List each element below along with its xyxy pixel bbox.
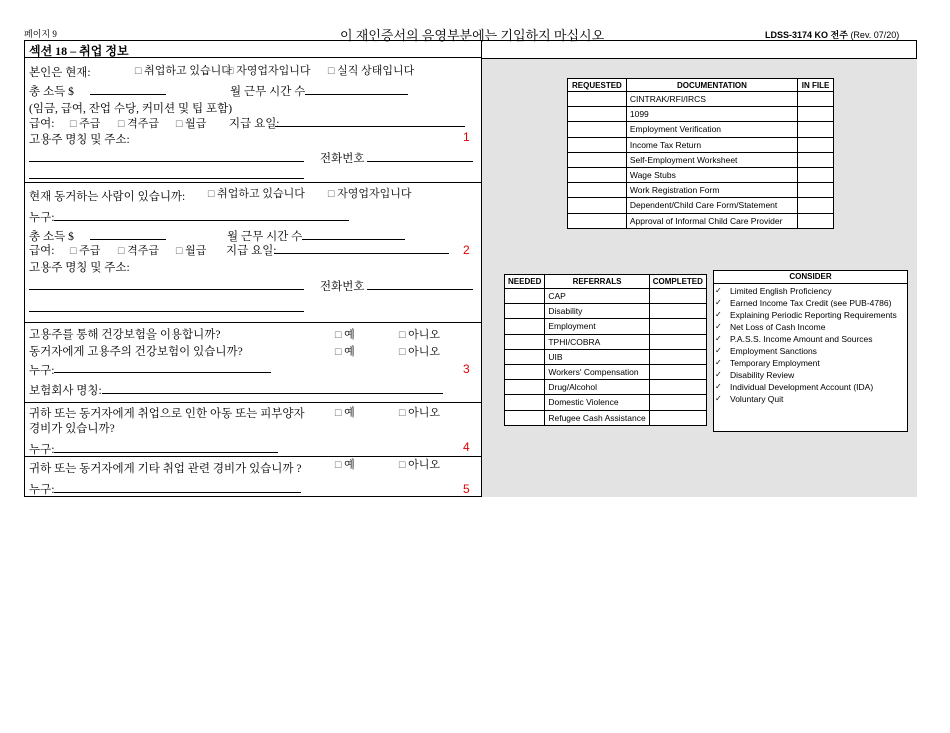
ins-q1-no-checkbox[interactable]: ☐ 아니오 — [398, 326, 440, 342]
insurer-field[interactable] — [102, 393, 443, 394]
consider-label: Disability Review — [730, 370, 795, 380]
cohab-monthly-hours-field[interactable] — [302, 239, 405, 240]
consider-label: Limited English Proficiency — [730, 286, 832, 296]
ins-q2-no-checkbox[interactable]: ☐ 아니오 — [398, 343, 440, 359]
ins-who-field[interactable] — [54, 372, 271, 373]
divider — [24, 182, 482, 183]
page-number: 페이지 9 — [24, 29, 57, 39]
documentation-table — [567, 78, 834, 229]
needed-cell[interactable] — [505, 380, 545, 395]
consider-item — [714, 357, 907, 369]
divider — [24, 322, 482, 323]
completed-cell[interactable] — [649, 364, 706, 379]
in-file-cell[interactable] — [798, 198, 834, 213]
needed-cell[interactable] — [505, 364, 545, 379]
doc-row — [568, 167, 834, 182]
self-employed-checkbox[interactable]: ☐ 자영업자입니다 — [226, 62, 310, 78]
item-number-5: 5 — [463, 482, 470, 496]
check-icon: ✓ — [715, 298, 722, 307]
item-number-1: 1 — [463, 130, 470, 144]
requested-cell[interactable] — [568, 198, 627, 213]
section-title: 섹션 18 – 취업 정보 — [24, 40, 482, 58]
col-completed: COMPLETED — [649, 275, 706, 289]
documentation-label: Self-Employment Worksheet — [626, 152, 797, 167]
referrals-table — [504, 274, 707, 426]
other-no-checkbox[interactable]: ☐ 아니오 — [398, 456, 440, 472]
requested-cell[interactable] — [568, 213, 627, 228]
check-icon: ✓ — [715, 370, 722, 379]
pay-weekly-checkbox[interactable]: ☐ 주급 — [69, 115, 100, 131]
childcare-question-line1: 귀하 또는 동거자에게 취업으로 인한 아동 또는 피부양자 — [29, 408, 305, 420]
doc-row — [568, 122, 834, 137]
in-file-cell[interactable] — [798, 152, 834, 167]
documentation-label: 1099 — [626, 107, 797, 122]
other-yes-checkbox[interactable]: ☐ 예 — [334, 456, 355, 472]
consider-label: Temporary Employment — [730, 358, 820, 368]
consider-item — [714, 393, 907, 405]
consider-item — [714, 333, 907, 345]
cohab-pay-label: 급여: — [29, 245, 55, 257]
item-number-2: 2 — [463, 243, 470, 257]
referral-row — [505, 410, 707, 425]
childcare-yes-checkbox[interactable]: ☐ 예 — [334, 404, 355, 420]
needed-cell[interactable] — [505, 395, 545, 410]
documentation-label: Employment Verification — [626, 122, 797, 137]
referral-label: Drug/Alcohol — [545, 380, 649, 395]
divider — [24, 402, 482, 403]
requested-cell[interactable] — [568, 183, 627, 198]
requested-cell[interactable] — [568, 167, 627, 182]
ins-q2-yes-checkbox[interactable]: ☐ 예 — [334, 343, 355, 359]
gross-income-field[interactable] — [90, 94, 166, 95]
consider-label: Employment Sanctions — [730, 346, 817, 356]
pay-label: 급여: — [29, 118, 55, 130]
childcare-question-line2: 경비가 있습니까? — [29, 423, 115, 435]
consider-label: P.A.S.S. Income Amount and Sources — [730, 334, 873, 344]
check-icon: ✓ — [715, 310, 722, 319]
consider-title: CONSIDER — [714, 271, 907, 284]
check-icon: ✓ — [715, 334, 722, 343]
check-icon: ✓ — [715, 322, 722, 331]
shaded-area-notice: 이 재인증서의 음영부분에는 기입하지 마십시오 — [340, 28, 605, 43]
consider-box — [713, 270, 908, 432]
cohab-who-label: 누구: — [29, 212, 55, 224]
in-file-cell[interactable] — [798, 107, 834, 122]
check-icon: ✓ — [715, 358, 722, 367]
col-requested: REQUESTED — [568, 79, 627, 92]
childcare-no-checkbox[interactable]: ☐ 아니오 — [398, 404, 440, 420]
check-icon: ✓ — [715, 346, 722, 355]
in-file-cell[interactable] — [798, 213, 834, 228]
other-expense-question: 귀하 또는 동거자에게 기타 취업 관련 경비가 있습니까 ? — [29, 463, 302, 475]
referral-label: Disability — [545, 304, 649, 319]
check-icon: ✓ — [715, 382, 722, 391]
cohab-gross-income-label: 총 소득 $ — [29, 231, 74, 243]
referral-row — [505, 334, 707, 349]
documentation-label: Dependent/Child Care Form/Statement — [626, 198, 797, 213]
ins-q1-yes-checkbox[interactable]: ☐ 예 — [334, 326, 355, 342]
referral-label: TPHI/COBRA — [545, 334, 649, 349]
gross-income-label: 총 소득 $ — [29, 86, 74, 98]
documentation-label: CINTRAK/RFI/IRCS — [626, 92, 797, 107]
pay-biweekly-checkbox[interactable]: ☐ 격주급 — [117, 115, 159, 131]
completed-cell[interactable] — [649, 289, 706, 304]
consider-label: Individual Development Account (IDA) — [730, 382, 874, 392]
pay-monthly-checkbox[interactable]: ☐ 월급 — [175, 115, 206, 131]
cohab-gross-income-field[interactable] — [90, 239, 166, 240]
needed-cell[interactable] — [505, 289, 545, 304]
phone-field[interactable] — [367, 161, 473, 162]
documentation-label: Income Tax Return — [626, 137, 797, 152]
completed-cell[interactable] — [649, 334, 706, 349]
requested-cell[interactable] — [568, 92, 627, 107]
completed-cell[interactable] — [649, 380, 706, 395]
cohab-pay-monthly-checkbox[interactable]: ☐ 월급 — [175, 242, 206, 258]
ins-who-label: 누구: — [29, 365, 55, 377]
check-icon: ✓ — [715, 394, 722, 403]
consider-item — [714, 285, 907, 297]
consider-item — [714, 345, 907, 357]
doc-row — [568, 198, 834, 213]
check-icon: ✓ — [715, 286, 722, 295]
childcare-who-field[interactable] — [54, 452, 278, 453]
needed-cell[interactable] — [505, 319, 545, 334]
payday-field[interactable] — [275, 126, 465, 127]
item-number-4: 4 — [463, 440, 470, 454]
doc-row — [568, 92, 834, 107]
completed-cell[interactable] — [649, 349, 706, 364]
cohab-who-field[interactable] — [54, 220, 349, 221]
monthly-hours-field[interactable] — [305, 94, 408, 95]
other-who-label: 누구: — [29, 484, 55, 496]
col-documentation: DOCUMENTATION — [626, 79, 797, 92]
cohab-pay-weekly-checkbox[interactable]: ☐ 주급 — [69, 242, 100, 258]
cohab-employed-checkbox[interactable]: ☐ 취업하고 있습니다 — [207, 185, 305, 201]
cohab-monthly-hours-label: 월 근무 시간 수 — [227, 231, 303, 243]
documentation-label: Approval of Informal Child Care Provider — [626, 213, 797, 228]
payday-label: 지급 요일: — [229, 118, 280, 130]
referral-row — [505, 364, 707, 379]
income-note: (임금, 급여, 잔업 수당, 커미션 및 팁 포함) — [29, 103, 233, 115]
referral-row — [505, 289, 707, 304]
form-code: LDSS-3174 KO 전주 — [765, 30, 848, 40]
unemployed-checkbox[interactable]: ☐ 실직 상태입니다 — [327, 62, 414, 78]
requested-cell[interactable] — [568, 107, 627, 122]
referral-label: Workers' Compensation — [545, 364, 649, 379]
consider-label: Earned Income Tax Credit (see PUB-4786) — [730, 298, 892, 308]
requested-cell[interactable] — [568, 152, 627, 167]
cohab-employer-field-2[interactable] — [29, 311, 304, 312]
cohab-self-employed-checkbox[interactable]: ☐ 자영업자입니다 — [327, 185, 411, 201]
needed-cell[interactable] — [505, 349, 545, 364]
form-revision: (Rev. 07/20) — [850, 30, 900, 40]
referral-label: Refugee Cash Assistance — [545, 410, 649, 425]
referral-row — [505, 349, 707, 364]
needed-cell[interactable] — [505, 304, 545, 319]
cohab-employer-label: 고용주 명칭 및 주소: — [29, 262, 130, 274]
in-file-cell[interactable] — [798, 92, 834, 107]
referral-row — [505, 380, 707, 395]
referral-row — [505, 319, 707, 334]
cohab-payday-field[interactable] — [274, 253, 449, 254]
completed-cell[interactable] — [649, 304, 706, 319]
referral-label: UIB — [545, 349, 649, 364]
doc-row — [568, 152, 834, 167]
completed-cell[interactable] — [649, 319, 706, 334]
cohabitant-question: 현재 동거하는 사람이 있습니까: — [29, 191, 186, 203]
referral-label: CAP — [545, 289, 649, 304]
completed-cell[interactable] — [649, 410, 706, 425]
needed-cell[interactable] — [505, 410, 545, 425]
consider-item — [714, 321, 907, 333]
monthly-hours-label: 월 근무 시간 수 — [230, 86, 306, 98]
employer-field-2[interactable] — [29, 178, 304, 179]
col-in-file: IN FILE — [798, 79, 834, 92]
requested-cell[interactable] — [568, 137, 627, 152]
col-needed: NEEDED — [505, 275, 545, 289]
referral-row — [505, 304, 707, 319]
needed-cell[interactable] — [505, 334, 545, 349]
consider-item — [714, 309, 907, 321]
status-label: 본인은 현재: — [29, 67, 91, 79]
cohab-phone-field[interactable] — [367, 289, 473, 290]
in-file-cell[interactable] — [798, 122, 834, 137]
completed-cell[interactable] — [649, 395, 706, 410]
in-file-cell[interactable] — [798, 183, 834, 198]
referral-row — [505, 395, 707, 410]
employer-field-1[interactable] — [29, 161, 304, 162]
requested-cell[interactable] — [568, 122, 627, 137]
insurance-q1: 고용주를 통해 건강보험을 이용합니까? — [29, 329, 221, 341]
insurance-q2: 동거자에게 고용주의 건강보험이 있습니까? — [29, 346, 243, 358]
cohab-phone-label: 전화번호 — [320, 281, 365, 293]
doc-row — [568, 213, 834, 228]
consider-item — [714, 381, 907, 393]
consider-label: Explaining Periodic Reporting Requirements — [730, 310, 897, 320]
item-number-3: 3 — [463, 362, 470, 376]
employed-checkbox[interactable]: ☐ 취업하고 있습니다 — [134, 62, 232, 78]
other-who-field[interactable] — [54, 492, 301, 493]
documentation-label: Work Registration Form — [626, 183, 797, 198]
referral-label: Domestic Violence — [545, 395, 649, 410]
in-file-cell[interactable] — [798, 167, 834, 182]
cohab-employer-field-1[interactable] — [29, 289, 304, 290]
consider-label: Voluntary Quit — [730, 394, 784, 404]
col-referrals: REFERRALS — [545, 275, 649, 289]
doc-row — [568, 137, 834, 152]
doc-row — [568, 107, 834, 122]
employer-label: 고용주 명칭 및 주소: — [29, 134, 130, 146]
referral-label: Employment — [545, 319, 649, 334]
consider-item — [714, 297, 907, 309]
doc-row — [568, 183, 834, 198]
insurer-label: 보험회사 명칭: — [29, 385, 102, 397]
consider-label: Net Loss of Cash Income — [730, 322, 826, 332]
documentation-label: Wage Stubs — [626, 167, 797, 182]
phone-label: 전화번호 — [320, 153, 365, 165]
consider-item — [714, 369, 907, 381]
childcare-who-label: 누구: — [29, 444, 55, 456]
in-file-cell[interactable] — [798, 137, 834, 152]
cohab-payday-label: 지급 요일: — [226, 245, 277, 257]
cohab-pay-biweekly-checkbox[interactable]: ☐ 격주급 — [117, 242, 159, 258]
